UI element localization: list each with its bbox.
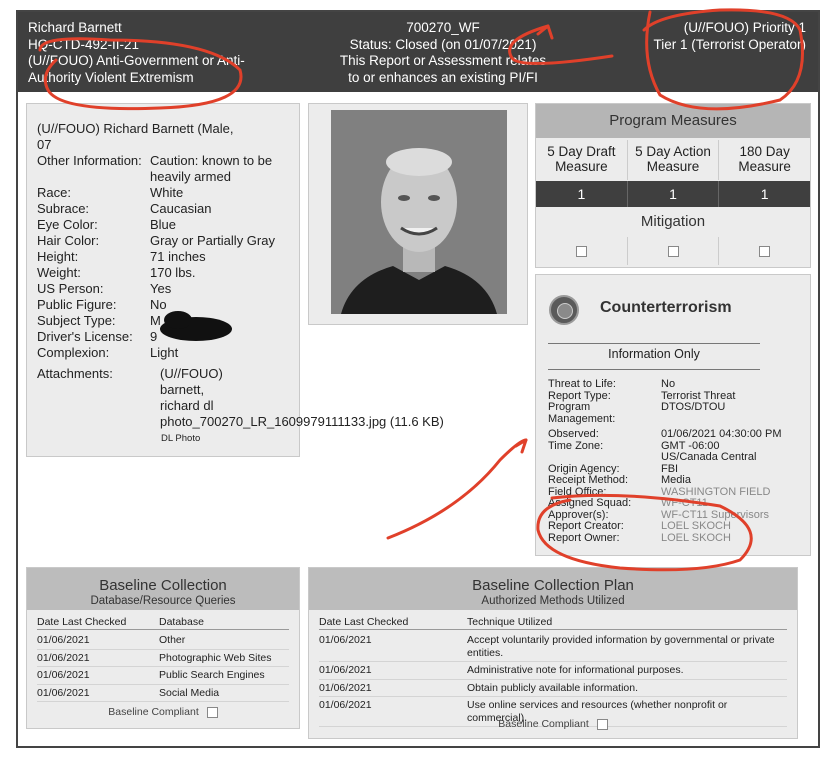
column-header-database: Database [159,616,204,628]
row-date: 01/06/2021 [37,669,90,681]
baseline-plan-subtitle: Authorized Methods Utilized [481,595,625,607]
row-date: 01/06/2021 [37,634,90,646]
header-tier: Tier 1 (Terrorist Operator) [653,36,806,52]
row-technique: Accept voluntarily provided information by governmental or private entities. [467,634,775,659]
red-marker-annotations [40,10,803,570]
detail-value: DTOS/DTOU [661,401,726,413]
field-value: No [150,297,167,312]
detail-key: Report Type: [548,389,611,402]
measure-value-5-day-action: 1 [627,181,719,207]
detail-value: WF-CT11 Supervisors [661,508,769,521]
field-key: Weight: [37,265,81,280]
mitigation-title: Mitigation [640,213,706,230]
field-value: White [150,185,184,200]
measure-value-5-day-draft: 1 [577,186,586,202]
row-technique: Administrative note for informational purposes. [467,664,684,676]
field-key: Complexion: [37,345,110,360]
marker-arrow-squad [388,440,526,538]
detail-key: Observed: [548,428,599,440]
detail-key: Threat to Life: [548,378,616,390]
field-key: Height: [37,249,79,264]
detail-key: Field Office: [548,485,607,498]
row-date: 01/06/2021 [319,664,372,676]
detail-value: GMT -06:00 US/Canada Central [661,439,757,463]
detail-value: No [661,378,676,390]
detail-value: LOEL SKOCH [661,520,731,532]
row-date: 01/06/2021 [319,681,372,694]
field-key: US Person: [37,281,104,296]
field-key: Driver's License: [37,329,133,344]
field-value: Caucasian [150,201,212,216]
row-database: Other [159,634,186,646]
baseline-plan-title: Baseline Collection Plan [472,577,634,594]
detail-key: Report Owner: [548,531,620,544]
measure-label-5-day-draft: 5 Day Draft Measure [547,144,616,174]
detail-key: Assigned Squad: [548,497,632,509]
measure-label-180-day: 180 Day Measure [718,140,810,180]
redaction-blob [160,311,232,341]
marker-arrow-squad-tip [516,440,526,452]
column-header-date: Date Last Checked [37,616,127,628]
detail-value: Media [661,474,691,486]
field-key: Subject Type: [37,313,116,328]
subject-name-line1: (U//FOUO) Richard Barnett (Male, [37,121,234,136]
detail-key: Report Creator: [548,520,624,532]
row-date: 01/06/2021 [37,651,90,664]
field-key: Eye Color: [37,217,98,232]
marker-circle-squad [538,495,751,569]
attachment-line: richard dl [160,398,214,413]
field-value: Blue [150,217,177,232]
header-priority: (U//FOUO) Priority 1 [683,20,806,35]
row-database: Public Search Engines [159,669,265,681]
row-database: Social Media [159,686,220,699]
field-key: Subrace: [37,201,90,216]
header-category-line2: Authority Violent Extremism [28,69,194,85]
header-subject-name: Richard Barnett [28,20,122,35]
header-relation-line2: to or enhances an existing PI/FI [348,69,538,85]
detail-value: Terrorist Threat [661,389,736,402]
row-date: 01/06/2021 [319,699,372,711]
field-value: Caution: known to be heavily armed [150,153,273,184]
detail-value: 01/06/2021 04:30:00 PM [661,428,782,440]
row-date: 01/06/2021 [37,686,90,699]
attachment-line: photo_700270_LR_1609979111133.jpg (11.6 KB) [160,414,444,429]
header-status: Status: Closed (on 01/07/2021) [349,36,537,52]
detail-key: Origin Agency: [548,462,620,475]
classification-label: Information Only [608,347,700,361]
baseline-compliant-label: Baseline Compliant [108,706,199,718]
header-report-id: 700270_WF [406,20,480,35]
detail-key: Receipt Method: [548,474,629,486]
field-value: M [150,313,161,328]
field-value: Gray or Partially Gray [150,233,275,248]
detail-value: LOEL SKOCH [661,531,731,544]
baseline-collection-subtitle: Database/Resource Queries [90,595,236,607]
field-value: 71 inches [150,249,206,264]
row-technique: Obtain publicly available information. [467,681,639,694]
marker-circle-left [40,39,241,109]
field-key: Attachments: [37,366,113,381]
program-measures-title: Program Measures [536,104,810,138]
header-relation-line1: This Report or Assessment relates [339,53,547,68]
field-key: Public Figure: [37,297,117,312]
header-category-line1: (U//FOUO) Anti-Government or Anti- [28,53,245,68]
attachment-caption: DL Photo [161,433,201,444]
field-key: Other Information: [37,153,142,168]
row-technique: Use online services and resources (whether nonprofit or commercial). [467,699,728,724]
row-database: Photographic Web Sites [159,651,272,664]
field-value: Light [150,345,179,360]
row-date: 01/06/2021 [319,634,372,646]
field-value: Yes [150,281,172,296]
baseline-plan-compliant-label: Baseline Compliant [498,718,589,730]
field-key: Hair Color: [37,233,100,248]
detail-value: FBI [661,462,679,475]
marker-arrow-header [510,26,612,64]
measure-value-180-day: 1 [718,181,810,207]
detail-value: WASHINGTON FIELD [661,485,771,498]
detail-key: Time Zone: [548,439,604,452]
detail-value: WF-CT11 [661,497,708,509]
field-key: Race: [37,185,71,200]
baseline-collection-title: Baseline Collection [99,577,227,594]
subject-name-line2: 07 [37,137,52,152]
attachment-line: (U//FOUO) [160,366,223,381]
detail-key: Program Management: [548,401,616,425]
column-header-date: Date Last Checked [319,616,409,628]
detail-key: Approver(s): [548,508,609,521]
counterterrorism-title: Counterterrorism [600,299,732,316]
field-value: 9 [150,329,158,344]
measure-label-5-day-action: 5 Day Action Measure [627,140,719,180]
field-value: 170 lbs. [150,265,196,280]
header-case-number: HQ-CTD-492-II-21 [28,36,140,52]
marker-circle-right [644,10,803,109]
attachment-line: barnett, [160,382,205,397]
column-header-technique: Technique Utilized [467,616,553,628]
